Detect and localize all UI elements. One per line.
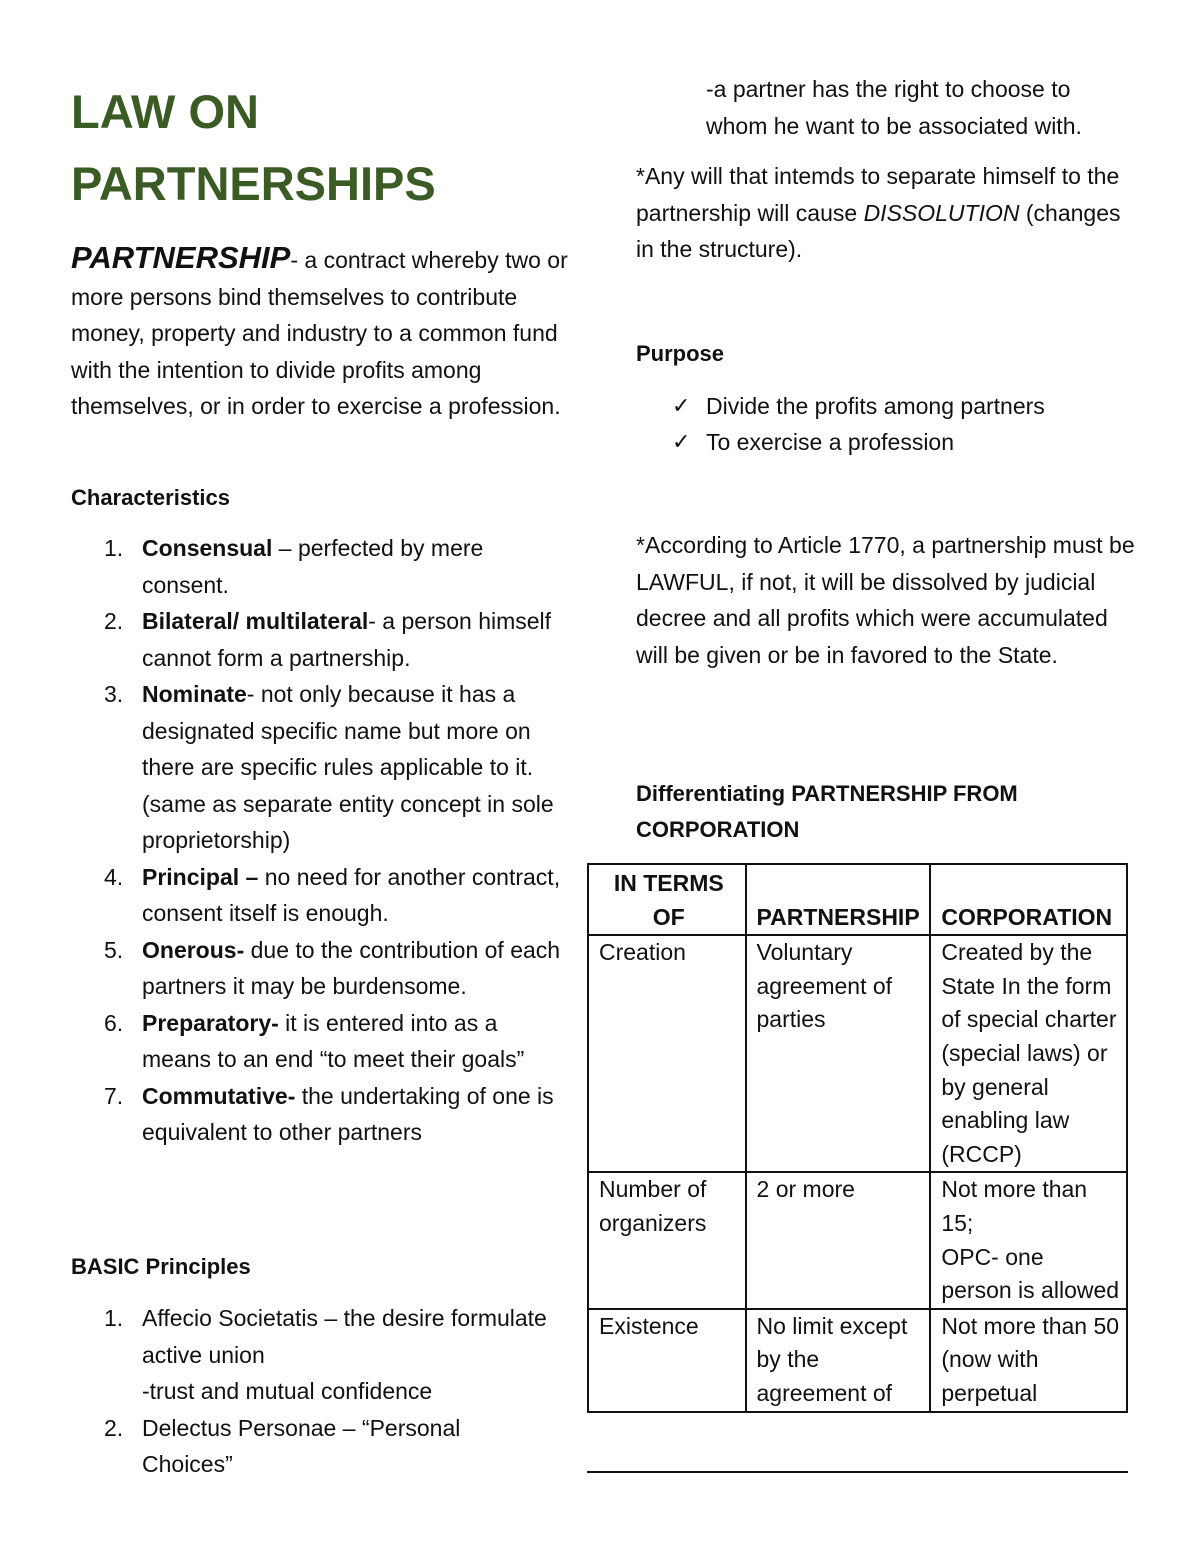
list-item	[71, 1078, 571, 1151]
purpose-list	[672, 388, 1045, 459]
list-item	[71, 530, 571, 603]
title-line-1: LAW ON	[71, 85, 259, 138]
header-cell: IN TERMS OF	[588, 864, 746, 935]
list-item	[672, 424, 1045, 460]
definition-text: - a contract whereby two or more persons bind themselves to contribute money, property and industry to a common fund with the intention to divide profits among themselves, or in order to exercise a profession.	[71, 247, 568, 419]
list-item	[71, 932, 571, 1005]
table-cell: Existence	[588, 1309, 746, 1412]
article-note: *According to Article 1770, a partnership must be LAWFUL, if not, it will be dissolved by judicial decree and all profits which were accumulated will be given or be in favored to the State.	[636, 532, 1135, 668]
list-number: 4.	[104, 863, 124, 890]
item-text: Affecio Societatis – the desire formulate active union	[142, 1305, 547, 1368]
page-title	[71, 76, 436, 220]
item-term: Principal –	[142, 863, 265, 890]
dissolution-note	[636, 158, 1126, 268]
list-number: 7.	[104, 1082, 124, 1109]
item-term: Preparatory-	[142, 1009, 279, 1036]
item-text: - a person himself cannot form a partnership.	[142, 608, 552, 671]
item-term: Onerous-	[142, 936, 245, 963]
characteristics-heading: Characteristics	[71, 485, 230, 510]
partnership-definition	[71, 240, 571, 425]
item-text: no need for another contract, consent itself is enough.	[142, 863, 561, 926]
list-item	[71, 676, 571, 859]
table-header-row	[588, 864, 1127, 935]
comparison-table	[587, 863, 1128, 1413]
characteristics-list	[71, 530, 571, 1151]
table-row	[588, 1172, 1127, 1308]
item-text: - not only because it has a designated specific name but more on there are specific rules applicable to it. (same as separate entity concept in sole proprietorship)	[142, 681, 554, 853]
note-emphasis: DISSOLUTION	[863, 199, 1020, 226]
note-after: (changes in the structure).	[636, 199, 1121, 262]
table-cell: Voluntary agreement of parties	[746, 935, 931, 1172]
item-text: it is entered into as a means to an end “to meet their goals”	[142, 1009, 525, 1072]
item-term: Consensual	[142, 535, 273, 561]
item-term: Nominate	[142, 681, 247, 707]
list-number: 1.	[104, 1305, 124, 1331]
check-icon: ✓	[672, 393, 691, 418]
list-number: 5.	[104, 936, 124, 963]
purpose-heading: Purpose	[636, 341, 725, 366]
item-subtext: -trust and mutual confidence	[142, 1378, 433, 1404]
list-number: 6.	[104, 1009, 124, 1036]
header-cell: CORPORATION	[930, 864, 1127, 935]
principles-heading: BASIC Principles	[71, 1254, 251, 1279]
check-icon: ✓	[672, 428, 691, 454]
list-item	[71, 603, 571, 676]
table-cell: Creation	[588, 935, 746, 1172]
choose-text: -a partner has the right to choose to whom he want to be associated with.	[706, 76, 1082, 139]
item-text: To exercise a profession	[706, 428, 955, 455]
list-item	[71, 1005, 571, 1078]
principles-list	[71, 1300, 551, 1483]
table-cell: Number of organizers	[588, 1172, 746, 1308]
table-cell: 2 or more	[746, 1172, 931, 1308]
item-term: Commutative-	[142, 1082, 296, 1109]
item-text: Divide the profits among partners	[706, 393, 1045, 419]
list-item	[672, 388, 1045, 424]
list-item	[71, 859, 571, 932]
item-term: Bilateral/ multilateral	[142, 608, 369, 634]
note-before: *Any will that intemds to separate himself to the partnership will cause	[636, 163, 1120, 226]
list-number: 2.	[104, 608, 124, 634]
title-line-2: PARTNERSHIPS	[71, 157, 436, 210]
list-number: 3.	[104, 681, 124, 707]
list-number: 2.	[104, 1414, 124, 1441]
table-cell: Created by the State In the form of special charter (special laws) or by general enabling law (RCCP)	[930, 935, 1127, 1172]
item-text: the undertaking of one is equivalent to other partners	[142, 1082, 554, 1145]
table-row	[588, 1309, 1127, 1412]
item-text: due to the contribution of each partners it may be burdensome.	[142, 936, 561, 999]
item-text: – perfected by mere consent.	[142, 535, 484, 598]
header-cell: PARTNERSHIP	[746, 864, 931, 935]
list-item	[71, 1300, 551, 1410]
item-text: Delectus Personae – “Personal Choices”	[142, 1414, 461, 1477]
list-number: 1.	[104, 535, 124, 561]
table-cell: Not more than 15; OPC- one person is allowed	[930, 1172, 1127, 1308]
table-row	[588, 935, 1127, 1172]
diff-heading: Differentiating PARTNERSHIP FROM CORPORATION	[636, 781, 1018, 842]
table-cell: No limit except by the agreement of	[746, 1309, 931, 1412]
table-cell: Not more than 50 (now with perpetual	[930, 1309, 1127, 1412]
comparison-table-wrapper	[587, 863, 1128, 1473]
definition-term: PARTNERSHIP	[71, 240, 291, 275]
list-item	[71, 1410, 551, 1483]
